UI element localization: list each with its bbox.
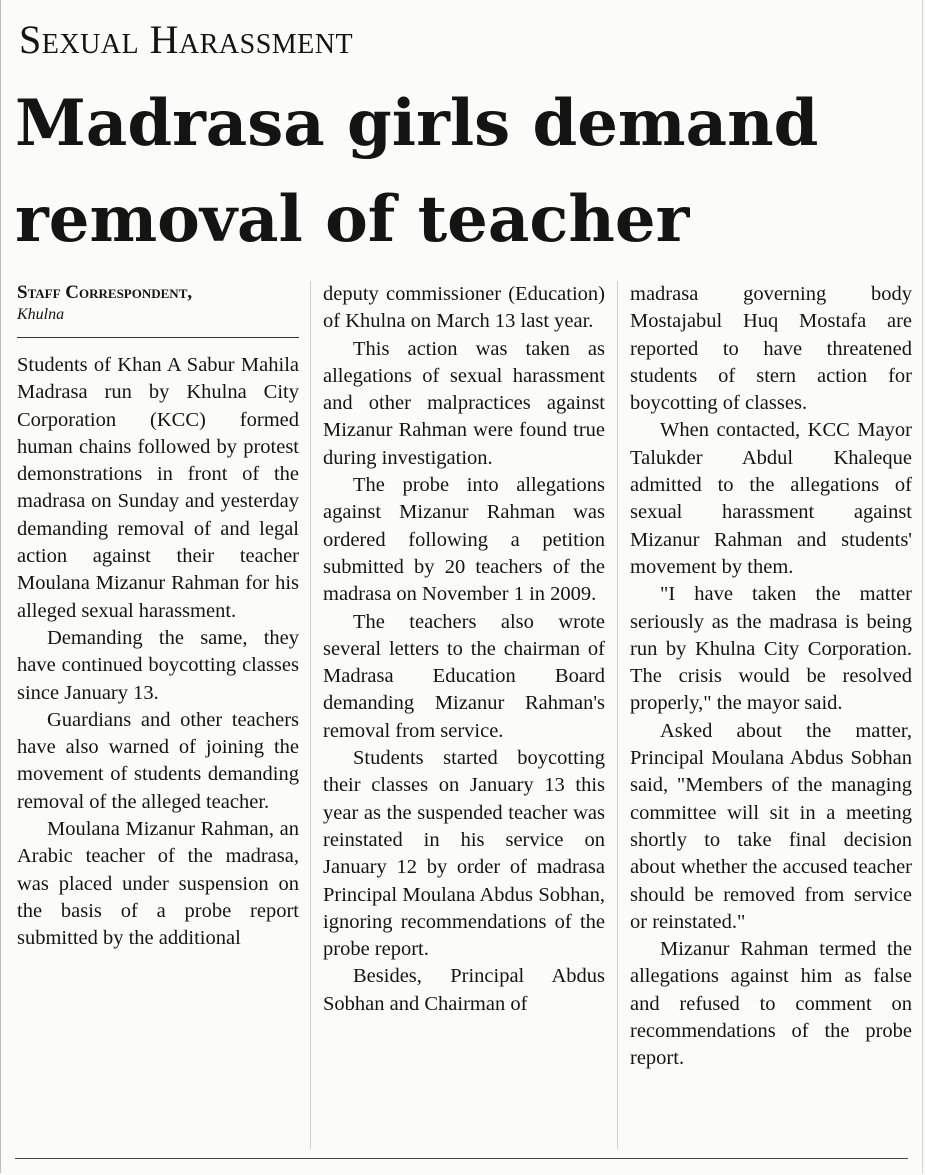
paragraph: deputy commissioner (Education) of Khulna on March 13 last year. <box>323 283 605 333</box>
article-column-1 <box>17 281 299 953</box>
article-column-3 <box>630 281 912 1073</box>
paragraph: Asked about the matter, Principal Moulana Abdus Sobhan said, "Members of the managing committee will sit in a meeting shortly to take final decision about whether the accused teacher should be removed from service or reinstated." <box>630 719 912 933</box>
paragraph: "I have taken the matter seriously as the madrasa is being run by Khulna City Corporation. The crisis would be resolved properly," the mayor said. <box>630 583 912 715</box>
column-divider <box>310 281 311 1149</box>
paragraph: Moulana Mizanur Rahman, an Arabic teacher of the madrasa, was placed under suspension on the basis of a probe report submitted by the additional <box>17 818 299 950</box>
headline-line-1: Madrasa girls demand <box>15 86 819 161</box>
byline-place: Khulna <box>17 306 65 323</box>
byline-divider <box>17 337 299 338</box>
paragraph: This action was taken as allegations of sexual harassment and other malpractices against Mizanur Rahman were found true during investigation. <box>323 337 605 469</box>
paragraph: madrasa governing body Mostajabul Huq Mostafa are reported to have threatened students of stern action for boycotting of classes. <box>630 283 912 415</box>
paragraph: Students started boycotting their classes on January 13 this year as the suspended teacher was reinstated in his service on January 12 by order of madrasa Principal Moulana Abdus Sobhan, ignoring recommendations of the probe report. <box>323 747 605 961</box>
column-divider <box>617 281 618 1149</box>
paragraph: Guardians and other teachers have also warned of joining the movement of students demanding removal of the alleged teacher. <box>17 708 299 813</box>
paragraph: When contacted, KCC Mayor Talukder Abdul Khaleque admitted to the allegations of sexual harassment against Mizanur Rahman and students' movement by them. <box>630 419 912 578</box>
headline <box>15 76 818 268</box>
bottom-divider <box>15 1158 908 1159</box>
byline-name: Staff Correspondent, <box>17 282 193 303</box>
headline-line-2: removal of teacher <box>15 182 690 257</box>
paragraph: The probe into allegations against Mizanur Rahman was ordered following a petition submitted by 20 teachers of the madrasa on November 1 in 2009. <box>323 474 605 606</box>
paragraph: Mizanur Rahman termed the allegations against him as false and refused to comment on recommendations of the probe report. <box>630 938 912 1070</box>
paragraph: Students of Khan A Sabur Mahila Madrasa run by Khulna City Corporation (KCC) formed human chains followed by protest demonstrations in front of the madrasa on Sunday and yesterday demanding removal of and legal action against their teacher Moulana Mizanur Rahman for his alleged sexual harassment. <box>17 354 299 622</box>
paragraph: Besides, Principal Abdus Sobhan and Chairman of <box>323 965 605 1015</box>
article-column-2 <box>323 281 605 1018</box>
paragraph: Demanding the same, they have continued boycotting classes since January 13. <box>17 626 299 704</box>
paragraph: The teachers also wrote several letters to the chairman of Madrasa Education Board demanding Mizanur Rahman's removal from service. <box>323 610 605 742</box>
section-label: Sexual Harassment <box>19 17 354 62</box>
